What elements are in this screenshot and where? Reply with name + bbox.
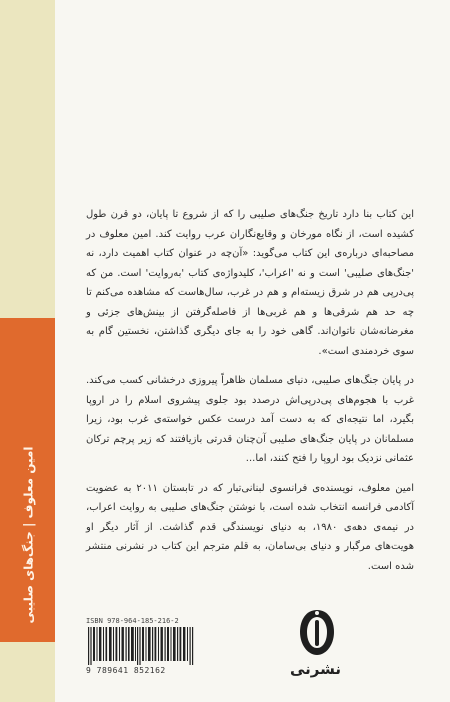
isbn-label: ISBN 978-964-185-216-2	[86, 617, 179, 625]
spine-strip	[0, 0, 55, 702]
barcode-icon	[86, 627, 196, 665]
spine-band-bottom	[0, 642, 55, 702]
blurb-paragraph-1: این کتاب بنا دارد تاریخ جنگ‌های صلیبی را که از شروع تا پایان، دو قرن طول کشیده است، از نگاه مورخان و وقایع‌نگاران عرب روایت کند. امین معلوف در مصاحبه‌ای درباره‌ی این کتاب می‌گوید: «آن‌چه در عنوان کتاب اهمیت دارد، نه 'جنگ‌های صلیبی' است و نه 'اعراب'، کلیدواژه‌ی کتاب 'به‌روایت' است. من که پی‌درپی هم در شرق زیسته‌ام و هم در غرب، سال‌هاست که مشاهده می‌کنم تا چه حد هم شرقی‌ها و هم غربی‌ها از فاصله‌گرفتن از بینش‌های جزئی و مغرضانه‌شان ناتوان‌اند. گاهی خود را به جای دیگری گذاشتن، نخستین گام به سوی خردمندی است».	[86, 209, 414, 357]
blurb	[86, 205, 414, 586]
publisher-name: نشرنی	[289, 660, 341, 678]
spine-band-top	[0, 0, 55, 318]
blurb-paragraph-2: در پایان جنگ‌های صلیبی، دنیای مسلمان ظاهراً پیروزی درخشانی کسب می‌کند. غرب با هجوم‌های پی‌درپی‌اش درصدد بود جلوی پیشروی اسلام را در اروپا بگیرد، اما نتیجه‌ای که به دست آمد درست عکس خواسته‌ی غرب بود، زیرا مسلمانان در پایان جنگ‌های صلیبی آن‌چنان قدرتی بازیافتند که زیر پرچم ترکان عثمانی نزدیک بود اروپا را فتح کنند، اما...	[86, 375, 414, 464]
publisher-logo	[289, 608, 341, 682]
spine-title	[8, 446, 48, 624]
spine-title-text: امین معلوف | جنگ‌های صلیبی	[21, 446, 35, 624]
blurb-paragraph-3: امین معلوف، نویسنده‌ی فرانسوی لبنانی‌تبار که در تابستان ۲۰۱۱ به عضویت آکادمی فرانسه انتخاب شده است، با نوشتن جنگ‌های صلیبی به روایت اعراب، در نیمه‌ی دهه‌ی ۱۹۸۰، به دنیای نویسندگی قدم گذاشت. از آثار دیگر او هویت‌های مرگبار و دنیای بی‌سامان، به قلم مترجم این کتاب در نشرنی منتشر شده است.	[86, 482, 414, 572]
ney-logo-icon	[297, 608, 337, 658]
barcode-number: 9 789641 852162	[86, 666, 166, 675]
barcode-block	[86, 617, 196, 675]
